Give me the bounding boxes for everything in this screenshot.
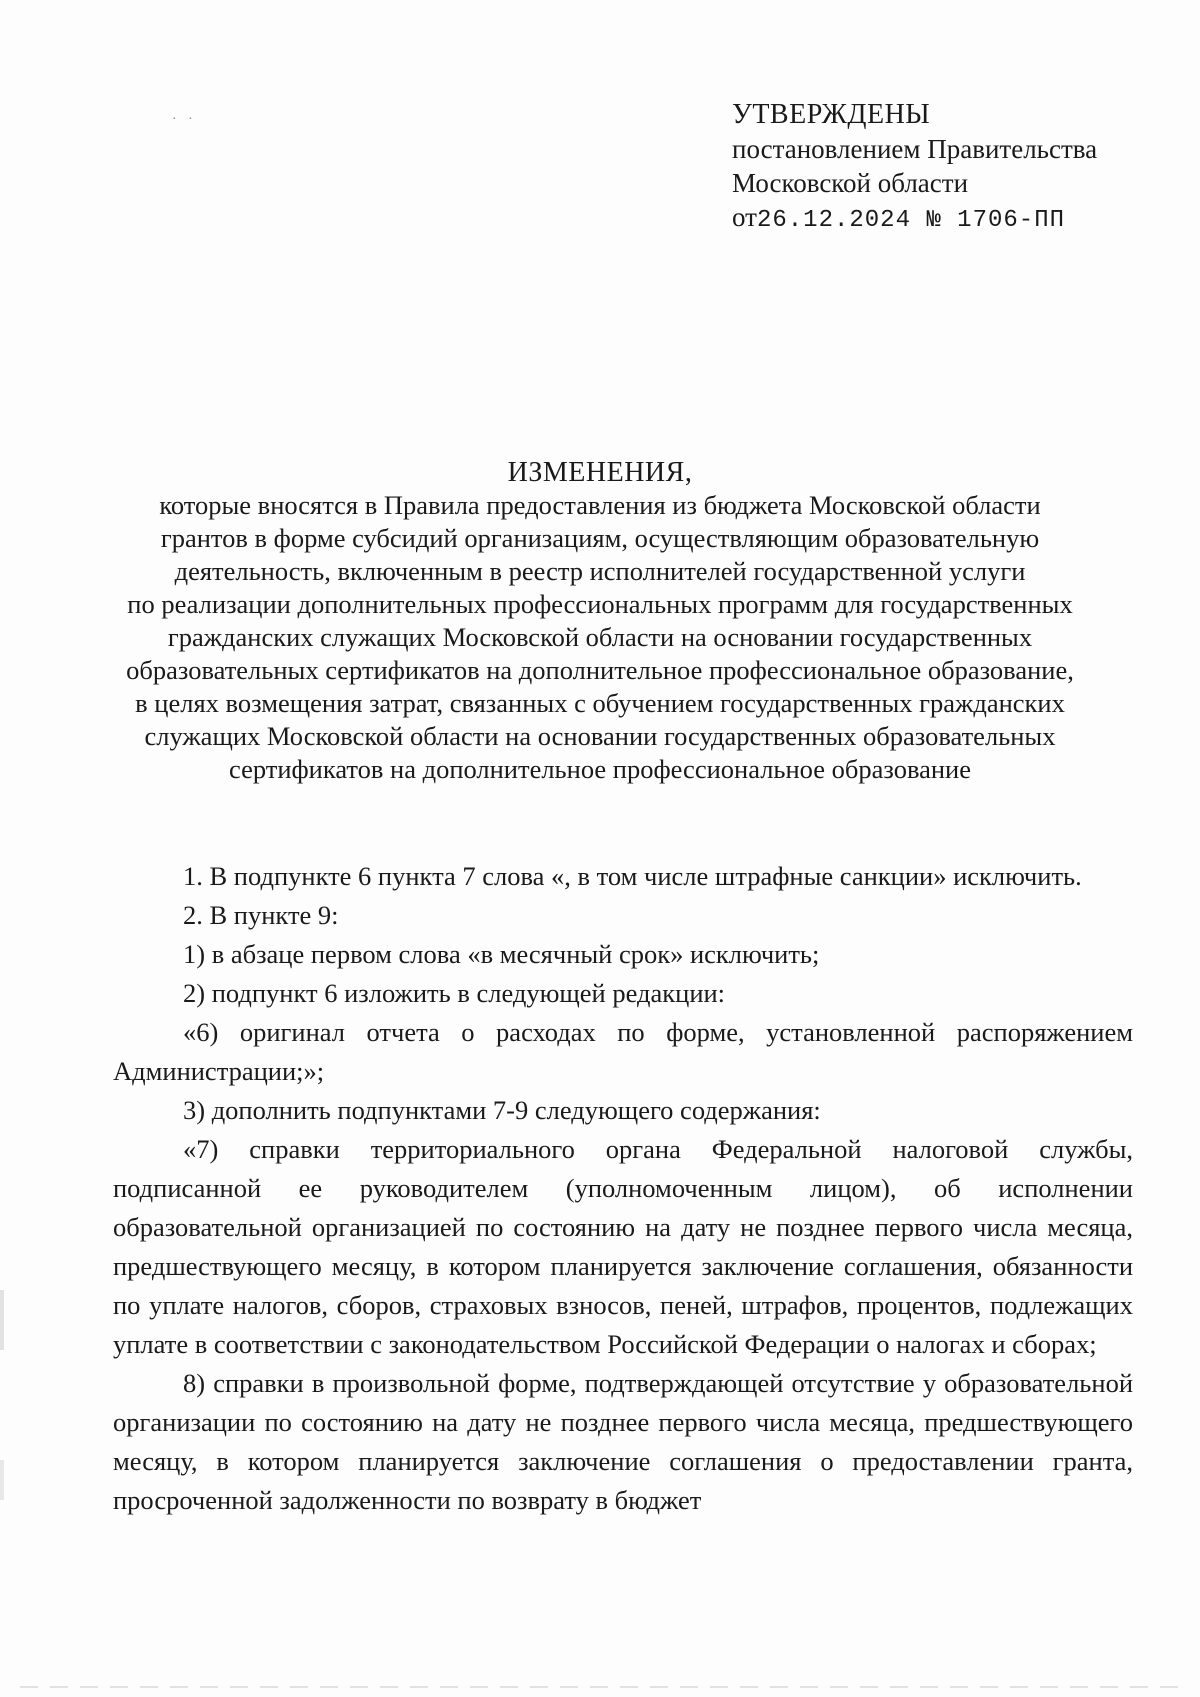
heading-line: деятельность, включенным в реестр исполнителей государственной услуги bbox=[174, 556, 1026, 586]
scan-edge-mark bbox=[0, 1290, 4, 1350]
scan-artifact: · · bbox=[172, 112, 197, 127]
heading-line: гражданских служащих Московской области на основании государственных bbox=[167, 622, 1033, 652]
paragraph-item-1: 1. В подпункте 6 пункта 7 слова «, в том числе штрафные санкции» исключить. bbox=[183, 861, 1082, 891]
heading-line: сертификатов на дополнительное профессиональное образование bbox=[228, 754, 971, 784]
heading-line: служащих Московской области на основании государственных образовательных bbox=[144, 721, 1056, 751]
scan-bottom-artifact bbox=[20, 1686, 1180, 1688]
scan-edge-mark bbox=[0, 1460, 4, 1500]
paragraph-quote-8: 8) справки в произвольной форме, подтверждающей отсутствие у образовательной организации по состоянию на дату не позднее первого числа месяца, предшествующего месяцу, в котором планируется заключение соглашения о предоставлении гранта, просроченной задолженности по возврату в бюджет bbox=[113, 1368, 1133, 1515]
heading-line: которые вносятся в Правила предоставления из бюджета Московской области bbox=[159, 490, 1041, 520]
document-body bbox=[113, 857, 1133, 1520]
paragraph-item-2: 2. В пункте 9: bbox=[183, 900, 339, 930]
approval-line-2: Московской области bbox=[732, 168, 969, 198]
paragraph-subitem-3: 3) дополнить подпунктами 7-9 следующего содержания: bbox=[183, 1095, 821, 1125]
heading-line: грантов в форме субсидий организациям, осуществляющим образовательную bbox=[160, 523, 1040, 553]
approval-block bbox=[732, 98, 1097, 238]
heading-title: ИЗМЕНЕНИЯ, bbox=[507, 457, 693, 488]
paragraph-subitem-2: 2) подпункт 6 изложить в следующей редакции: bbox=[183, 978, 726, 1008]
document-heading bbox=[100, 456, 1100, 786]
paragraph-quote-7: «7) справки территориального органа Федеральной налоговой службы, подписанной ее руководителем (уполномоченным лицом), об исполнении образовательной организацией по состоянию на дату не позднее первого числа месяца, предшествующего месяцу, в котором планируется заключение соглашения, обязанности по уплате налогов, сборов, страховых взносов, пеней, штрафов, процентов, подлежащих уплате в соответствии с законодательством Российской Федерации о налогах и сборах; bbox=[113, 1134, 1133, 1359]
approval-date-prefix: от bbox=[732, 202, 757, 232]
heading-line: образовательных сертификатов на дополнительное профессиональное образование, bbox=[126, 655, 1074, 685]
approval-title: УТВЕРЖДЕНЫ bbox=[732, 99, 931, 130]
heading-line: по реализации дополнительных профессиональных программ для государственных bbox=[127, 589, 1073, 619]
heading-line: в целях возмещения затрат, связанных с обучением государственных гражданских bbox=[135, 688, 1065, 718]
paragraph-quote-6: «6) оригинал отчета о расходах по форме, установленной распоряжением Администрации;»; bbox=[113, 1017, 1133, 1086]
paragraph-subitem-1: 1) в абзаце первом слова «в месячный срок» исключить; bbox=[183, 939, 820, 969]
approval-date-line bbox=[732, 200, 1097, 238]
approval-date-number: 26.12.2024 № 1706-ПП bbox=[756, 207, 1065, 234]
approval-line-1: постановлением Правительства bbox=[732, 134, 1098, 164]
